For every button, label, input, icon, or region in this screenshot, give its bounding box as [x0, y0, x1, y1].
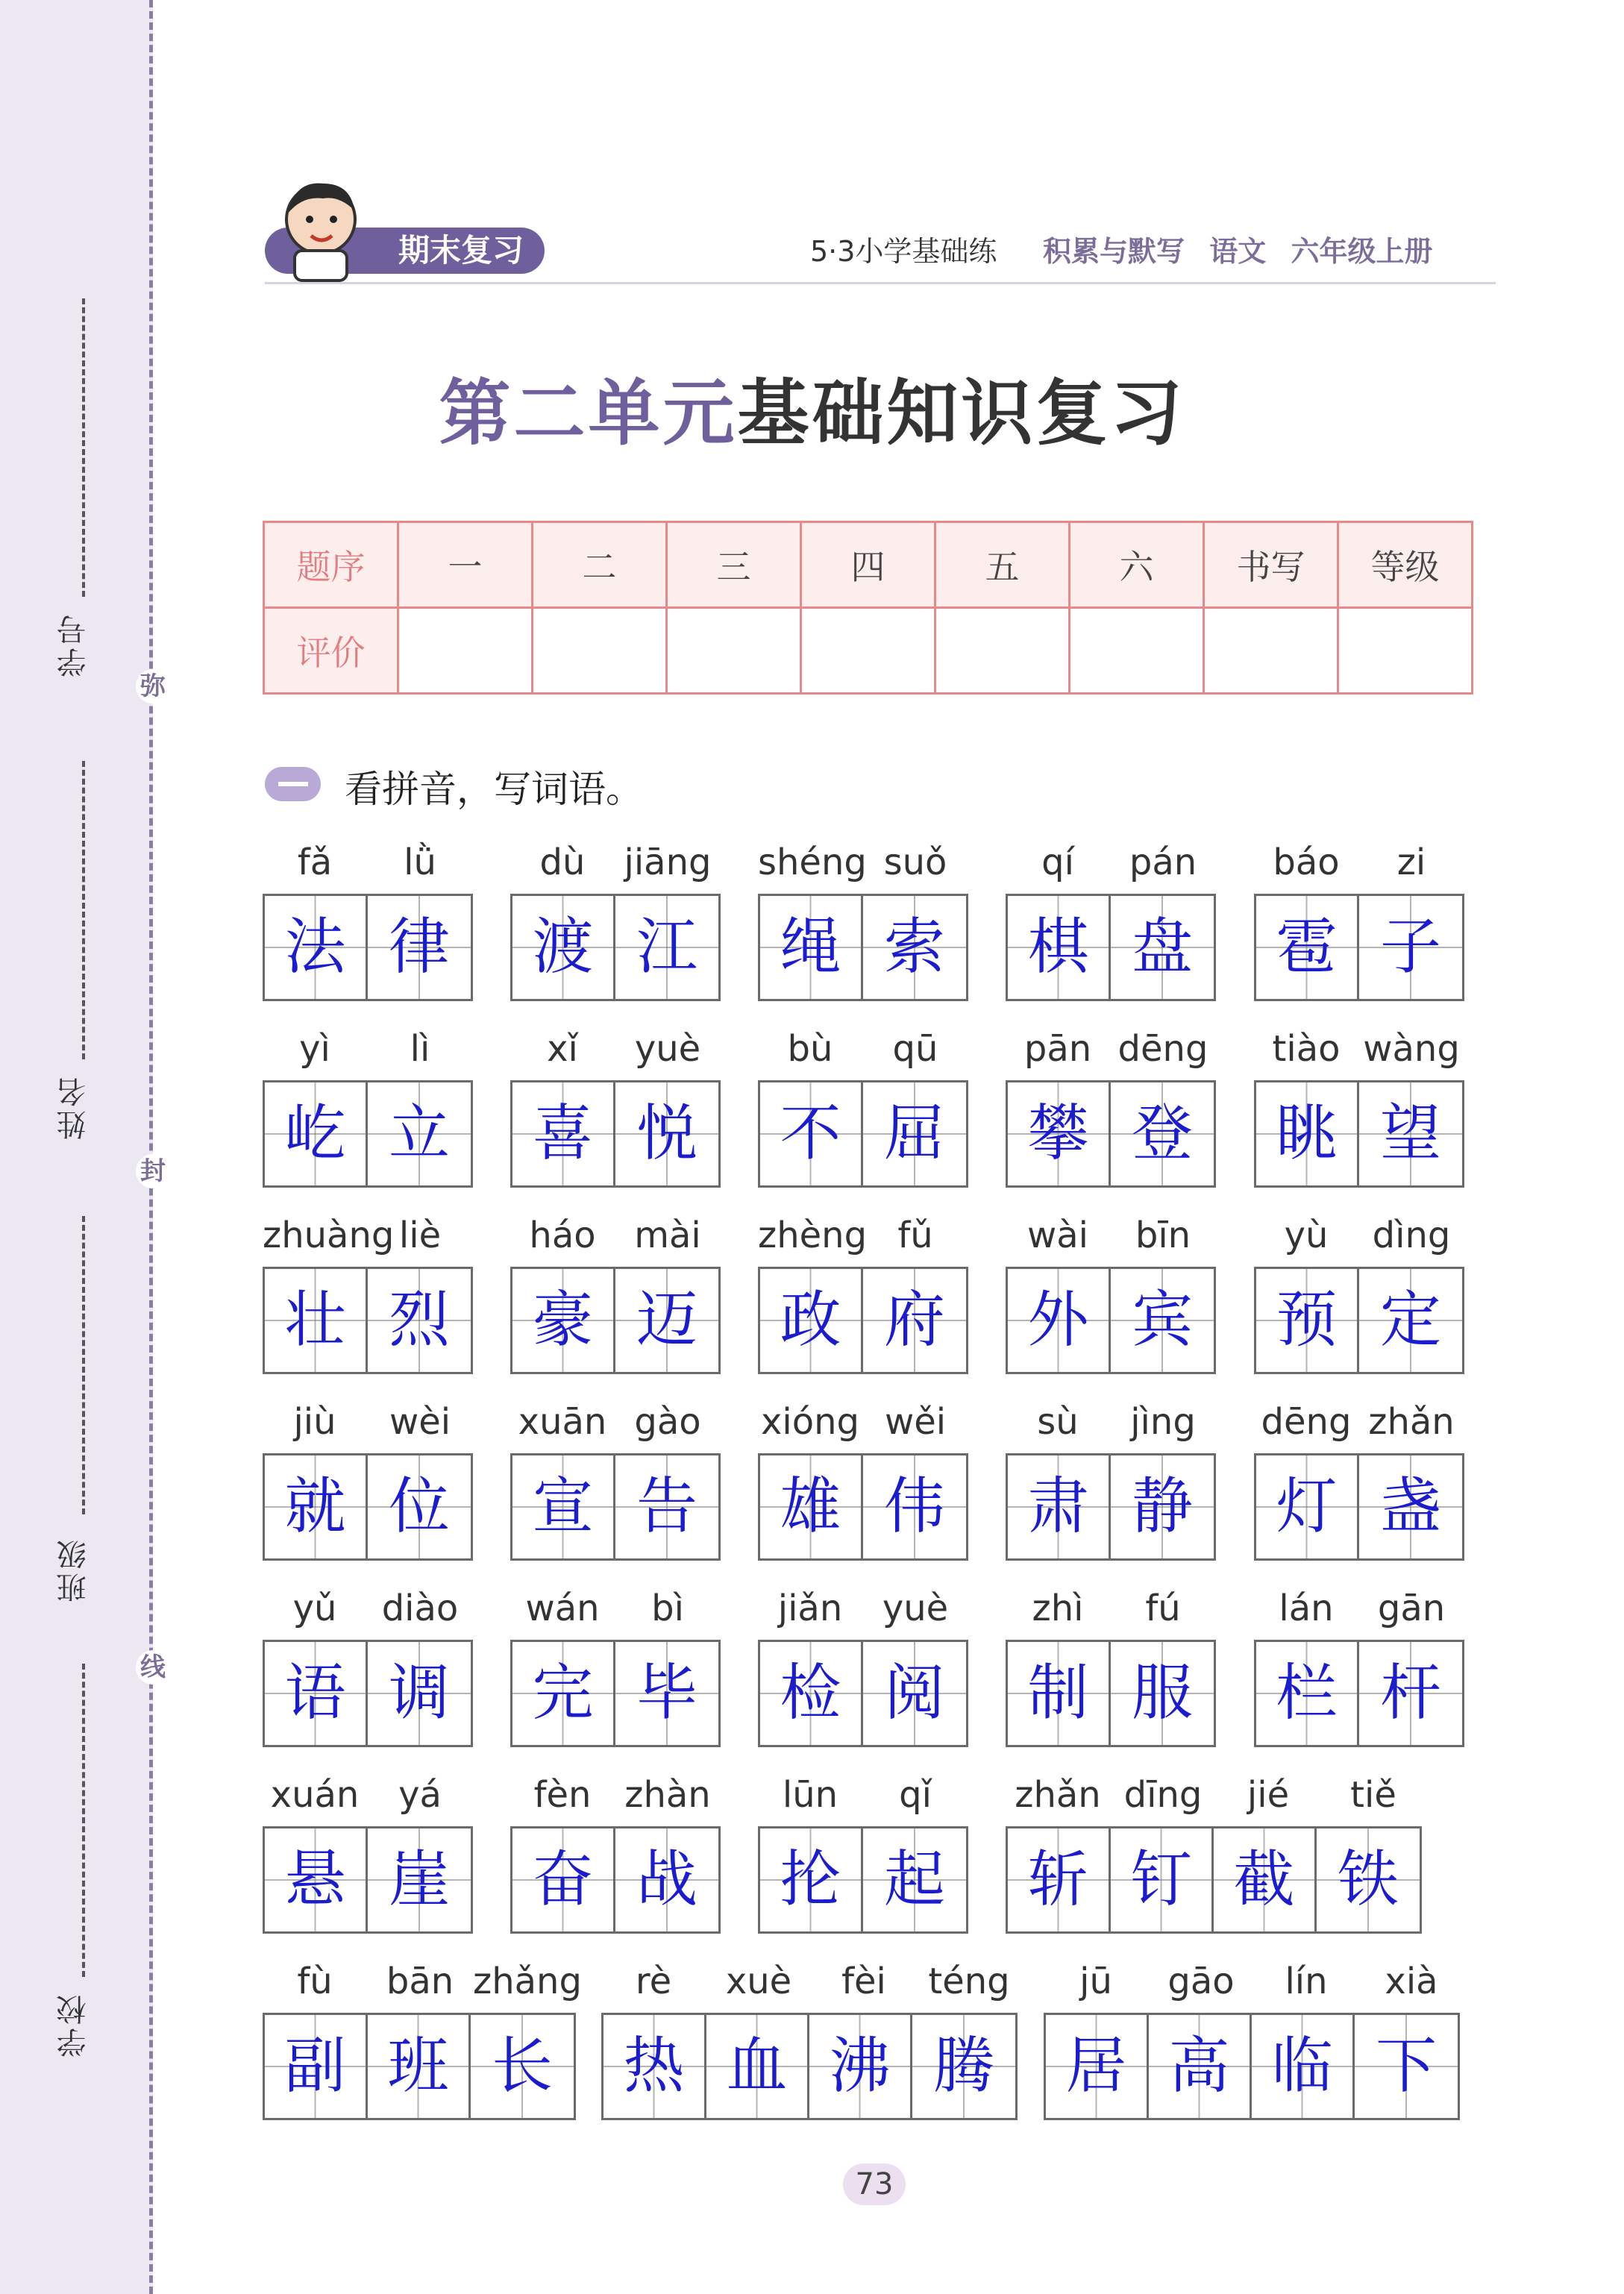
- writing-box[interactable]: [615, 1269, 718, 1372]
- writing-boxes: [263, 894, 473, 1001]
- score-header-cell: 四: [801, 522, 935, 608]
- writing-box[interactable]: [265, 1269, 368, 1372]
- name-label: 姓名: [57, 1074, 91, 1140]
- writing-box[interactable]: [1359, 896, 1462, 999]
- review-badge: 期末复习: [265, 228, 545, 274]
- handwritten-char: 杆: [1379, 1658, 1441, 1729]
- score-header-cell: 二: [533, 522, 667, 608]
- writing-box[interactable]: [1256, 1269, 1359, 1372]
- writing-box[interactable]: [368, 2015, 471, 2118]
- school-blank: [82, 1664, 85, 1977]
- pinyin-syllable: fǔ: [897, 1215, 933, 1256]
- pinyin-syllable: bān: [386, 1961, 454, 2002]
- handwritten-char: 盏: [1379, 1471, 1441, 1542]
- writing-box[interactable]: [603, 2015, 706, 2118]
- handwritten-char: 居: [1065, 2031, 1127, 2102]
- writing-box[interactable]: [706, 2015, 809, 2118]
- writing-boxes: [758, 1453, 968, 1561]
- writing-box[interactable]: [1008, 1269, 1111, 1372]
- pinyin-syllable: fù: [297, 1961, 333, 2002]
- pinyin-syllable: zhǎn: [1368, 1401, 1455, 1443]
- handwritten-char: 毕: [636, 1658, 697, 1729]
- writing-box[interactable]: [1111, 1082, 1214, 1185]
- pinyin-syllable: háo: [529, 1215, 596, 1256]
- writing-boxes: [263, 1267, 473, 1374]
- writing-box[interactable]: [760, 1455, 863, 1558]
- writing-boxes: [1006, 1453, 1216, 1561]
- handwritten-char: 望: [1379, 1098, 1441, 1169]
- pinyin-syllable: gān: [1377, 1588, 1446, 1629]
- seal-mark-mi: 弥: [136, 669, 170, 703]
- writing-box[interactable]: [512, 1269, 615, 1372]
- writing-box[interactable]: [512, 1082, 615, 1185]
- pinyin-syllable: shéng: [758, 842, 867, 883]
- pinyin-syllable: fèi: [841, 1961, 886, 2002]
- writing-box[interactable]: [265, 1082, 368, 1185]
- score-header-cell: 一: [398, 522, 533, 608]
- pinyin-syllable: téng: [928, 1961, 1010, 2002]
- handwritten-char: 雹: [1276, 912, 1338, 983]
- binding-dashed-line: [149, 0, 153, 2294]
- writing-boxes: [510, 1640, 721, 1747]
- handwritten-char: 栏: [1276, 1658, 1338, 1729]
- score-eval-cell[interactable]: [533, 608, 667, 694]
- writing-box[interactable]: [368, 1269, 471, 1372]
- writing-boxes: [758, 1640, 968, 1747]
- handwritten-char: 喜: [532, 1098, 594, 1169]
- writing-box[interactable]: [863, 1082, 966, 1185]
- writing-boxes: [758, 1080, 968, 1188]
- writing-boxes: [1006, 1826, 1422, 1934]
- handwritten-char: 雄: [780, 1471, 841, 1542]
- handwritten-char: 斩: [1027, 1844, 1089, 1915]
- pinyin-syllable: liè: [398, 1215, 442, 1256]
- writing-box[interactable]: [1359, 1642, 1462, 1745]
- writing-box[interactable]: [1008, 1082, 1111, 1185]
- writing-box[interactable]: [615, 1828, 718, 1931]
- handwritten-char: 外: [1027, 1285, 1089, 1356]
- handwritten-char: 棋: [1027, 912, 1089, 983]
- handwritten-char: 烈: [388, 1285, 450, 1356]
- pinyin-syllable: wài: [1026, 1215, 1088, 1256]
- writing-box[interactable]: [1111, 1642, 1214, 1745]
- writing-box[interactable]: [760, 1269, 863, 1372]
- pinyin-syllable: lǜ: [404, 842, 436, 883]
- writing-box[interactable]: [1111, 1828, 1214, 1931]
- writing-boxes: [510, 894, 721, 1001]
- writing-boxes: [758, 894, 968, 1001]
- pinyin-syllable: yǔ: [292, 1588, 337, 1629]
- pinyin-syllable: fèn: [533, 1774, 592, 1816]
- writing-box[interactable]: [615, 1082, 718, 1185]
- writing-box[interactable]: [1256, 1082, 1359, 1185]
- writing-boxes: [263, 1826, 473, 1934]
- score-header-cell: 五: [935, 522, 1070, 608]
- header-divider: [265, 282, 1496, 284]
- pinyin-syllable: bì: [651, 1588, 684, 1629]
- pinyin-syllable: jiāng: [624, 842, 712, 883]
- pinyin-syllable: yì: [299, 1028, 330, 1070]
- school-label: 学校: [57, 1992, 91, 2058]
- handwritten-char: 班: [387, 2031, 449, 2102]
- pinyin-syllable: qí: [1041, 842, 1074, 883]
- handwritten-char: 血: [726, 2031, 788, 2102]
- writing-box[interactable]: [1355, 2015, 1458, 2118]
- writing-box[interactable]: [1111, 896, 1214, 999]
- pinyin-syllable: diào: [381, 1588, 459, 1629]
- book-series: 5·3小学基础练: [810, 235, 997, 268]
- handwritten-char: 热: [623, 2031, 685, 2102]
- handwritten-char: 法: [284, 912, 346, 983]
- handwritten-char: 语: [284, 1658, 346, 1729]
- writing-box[interactable]: [1149, 2015, 1252, 2118]
- pinyin-syllable: dīng: [1123, 1774, 1203, 1816]
- writing-box[interactable]: [1256, 896, 1359, 999]
- handwritten-char: 铁: [1337, 1844, 1399, 1915]
- score-eval-cell[interactable]: [1204, 608, 1338, 694]
- writing-box[interactable]: [760, 1642, 863, 1745]
- handwritten-char: 完: [532, 1658, 594, 1729]
- pinyin-syllable: bù: [787, 1028, 833, 1070]
- writing-box[interactable]: [615, 896, 718, 999]
- writing-box[interactable]: [1046, 2015, 1149, 2118]
- pinyin-syllable: qǐ: [899, 1774, 932, 1816]
- handwritten-char: 府: [883, 1285, 945, 1356]
- writing-box[interactable]: [1008, 896, 1111, 999]
- pinyin-syllable: mài: [634, 1215, 701, 1256]
- writing-boxes: [1006, 1640, 1216, 1747]
- pinyin-syllable: wèi: [389, 1401, 451, 1443]
- pinyin-syllable: zhì: [1032, 1588, 1084, 1629]
- pinyin-syllable: lín: [1285, 1961, 1328, 2002]
- writing-boxes: [263, 2013, 576, 2120]
- writing-box[interactable]: [265, 896, 368, 999]
- handwritten-char: 下: [1375, 2031, 1437, 2102]
- handwritten-char: 检: [780, 1658, 841, 1729]
- score-header-cell: 等级: [1338, 522, 1473, 608]
- writing-box[interactable]: [368, 896, 471, 999]
- writing-box[interactable]: [863, 1269, 966, 1372]
- writing-boxes: [1044, 2013, 1460, 2120]
- pinyin-syllable: lì: [410, 1028, 430, 1070]
- student-id-label: 学号: [57, 612, 91, 677]
- writing-boxes: [1254, 1640, 1464, 1747]
- writing-boxes: [263, 1640, 473, 1747]
- writing-box[interactable]: [1359, 1455, 1462, 1558]
- writing-box[interactable]: [265, 1455, 368, 1558]
- handwritten-char: 立: [388, 1098, 450, 1169]
- writing-box[interactable]: [1359, 1082, 1462, 1185]
- writing-boxes: [758, 1826, 968, 1934]
- pinyin-syllable: tiào: [1272, 1028, 1341, 1070]
- pinyin-syllable: sù: [1037, 1401, 1079, 1443]
- writing-box[interactable]: [1111, 1269, 1214, 1372]
- handwritten-char: 调: [388, 1658, 450, 1729]
- book-subject: 积累与默写 语文 六年级上册: [1043, 235, 1433, 268]
- page-title: [0, 357, 1624, 459]
- pinyin-syllable: wàng: [1363, 1028, 1460, 1070]
- handwritten-char: 起: [883, 1844, 945, 1915]
- writing-box[interactable]: [1317, 1828, 1420, 1931]
- pinyin-syllable: fú: [1145, 1588, 1181, 1629]
- pinyin-syllable: rè: [635, 1961, 672, 2002]
- writing-box[interactable]: [809, 2015, 912, 2118]
- writing-box[interactable]: [265, 2015, 368, 2118]
- pinyin-syllable: gāo: [1167, 1961, 1235, 2002]
- writing-boxes: [510, 1453, 721, 1561]
- handwritten-char: 临: [1271, 2031, 1333, 2102]
- writing-boxes: [510, 1826, 721, 1934]
- writing-boxes: [1254, 1453, 1464, 1561]
- writing-box[interactable]: [1256, 1642, 1359, 1745]
- handwritten-char: 索: [883, 912, 945, 983]
- handwritten-char: 政: [780, 1285, 841, 1356]
- pinyin-syllable: yuè: [882, 1588, 949, 1629]
- handwritten-char: 子: [1379, 912, 1441, 983]
- pinyin-syllable: pān: [1023, 1028, 1092, 1070]
- pinyin-syllable: báo: [1273, 842, 1340, 883]
- pinyin-syllable: xuān: [518, 1401, 607, 1443]
- pinyin-syllable: bīn: [1135, 1215, 1191, 1256]
- handwritten-char: 奋: [532, 1844, 594, 1915]
- writing-box[interactable]: [1008, 1455, 1111, 1558]
- pinyin-syllable: fǎ: [297, 842, 333, 883]
- writing-boxes: [1006, 894, 1216, 1001]
- handwritten-char: 崖: [388, 1844, 450, 1915]
- writing-box[interactable]: [1008, 1642, 1111, 1745]
- pinyin-syllable: zi: [1396, 842, 1426, 883]
- pinyin-syllable: wán: [525, 1588, 600, 1629]
- handwritten-char: 悦: [636, 1098, 697, 1169]
- handwritten-char: 律: [388, 912, 450, 983]
- writing-box[interactable]: [615, 1455, 718, 1558]
- handwritten-char: 盘: [1131, 912, 1193, 983]
- pinyin-syllable: xuè: [725, 1961, 792, 2002]
- pinyin-syllable: lán: [1279, 1588, 1334, 1629]
- writing-box[interactable]: [863, 896, 966, 999]
- writing-box[interactable]: [265, 1642, 368, 1745]
- writing-box[interactable]: [912, 2015, 1015, 2118]
- handwritten-char: 悬: [284, 1844, 346, 1915]
- pinyin-syllable: yuè: [634, 1028, 701, 1070]
- handwritten-char: 屹: [284, 1098, 346, 1169]
- score-eval-cell[interactable]: [1338, 608, 1473, 694]
- binding-strip: [0, 0, 153, 2294]
- score-eval-cell[interactable]: [935, 608, 1070, 694]
- writing-box[interactable]: [760, 896, 863, 999]
- writing-boxes: [1254, 894, 1464, 1001]
- writing-box[interactable]: [1359, 1269, 1462, 1372]
- handwritten-char: 副: [284, 2031, 346, 2102]
- writing-boxes: [1006, 1267, 1216, 1374]
- writing-box[interactable]: [615, 1642, 718, 1745]
- pinyin-syllable: jìng: [1130, 1401, 1196, 1443]
- handwritten-char: 肃: [1027, 1471, 1089, 1542]
- title-topic: 基础知识复习: [737, 372, 1185, 455]
- score-eval-label: 评价: [264, 608, 398, 694]
- handwritten-char: 灯: [1276, 1471, 1338, 1542]
- pinyin-syllable: jiǎn: [777, 1588, 843, 1629]
- handwritten-char: 阅: [883, 1658, 945, 1729]
- writing-boxes: [1254, 1080, 1464, 1188]
- pinyin-syllable: dìng: [1372, 1215, 1451, 1256]
- writing-box[interactable]: [1008, 1828, 1111, 1931]
- handwritten-char: 壮: [284, 1285, 346, 1356]
- writing-boxes: [1006, 1080, 1216, 1188]
- pinyin-syllable: lūn: [782, 1774, 838, 1816]
- mascot-boy-icon: [265, 173, 377, 285]
- handwritten-char: 战: [636, 1844, 697, 1915]
- page-number: 73: [843, 2163, 906, 2205]
- handwritten-char: 宾: [1131, 1285, 1193, 1356]
- handwritten-char: 预: [1276, 1285, 1338, 1356]
- pinyin-syllable: suǒ: [883, 842, 947, 883]
- handwritten-char: 沸: [829, 2031, 891, 2102]
- handwritten-char: 告: [636, 1471, 697, 1542]
- seal-mark-xian: 线: [136, 1650, 170, 1685]
- class-blank: [82, 1216, 85, 1514]
- handwritten-char: 绳: [780, 912, 841, 983]
- pinyin-syllable: zhuàng: [263, 1215, 395, 1256]
- section-title: 看拼音，写词语。: [345, 768, 643, 811]
- handwritten-char: 渡: [532, 912, 594, 983]
- pinyin-syllable: qū: [892, 1028, 938, 1070]
- writing-box[interactable]: [512, 1828, 615, 1931]
- writing-boxes: [758, 1267, 968, 1374]
- pinyin-syllable: xióng: [761, 1401, 859, 1443]
- handwritten-char: 登: [1131, 1098, 1193, 1169]
- writing-box[interactable]: [512, 896, 615, 999]
- score-eval-cell[interactable]: [398, 608, 533, 694]
- score-eval-cell[interactable]: [801, 608, 935, 694]
- pinyin-syllable: zhèng: [758, 1215, 868, 1256]
- pinyin-syllable: zhǎn: [1015, 1774, 1101, 1816]
- handwritten-char: 就: [284, 1471, 346, 1542]
- writing-box[interactable]: [512, 1455, 615, 1558]
- handwritten-char: 豪: [532, 1285, 594, 1356]
- pinyin-syllable: jiù: [293, 1401, 336, 1443]
- handwritten-char: 眺: [1276, 1098, 1338, 1169]
- pinyin-syllable: dù: [539, 842, 586, 883]
- class-label: 班级: [57, 1537, 91, 1602]
- pinyin-syllable: jū: [1079, 1961, 1112, 2002]
- handwritten-char: 静: [1131, 1471, 1193, 1542]
- handwritten-char: 钉: [1130, 1844, 1192, 1915]
- writing-box[interactable]: [265, 1828, 368, 1931]
- score-eval-cell[interactable]: [1070, 608, 1204, 694]
- handwritten-char: 服: [1131, 1658, 1193, 1729]
- handwritten-char: 截: [1233, 1844, 1295, 1915]
- score-table: [263, 521, 1473, 695]
- pinyin-syllable: gào: [634, 1401, 701, 1443]
- writing-box[interactable]: [1256, 1455, 1359, 1558]
- pinyin-syllable: xià: [1385, 1961, 1438, 2002]
- pinyin-syllable: zhǎng: [473, 1961, 582, 2002]
- pinyin-syllable: zhàn: [624, 1774, 711, 1816]
- score-header-cell: 三: [667, 522, 801, 608]
- writing-box[interactable]: [863, 1828, 966, 1931]
- handwritten-char: 伟: [883, 1471, 945, 1542]
- pinyin-syllable: yù: [1284, 1215, 1329, 1256]
- writing-boxes: [510, 1080, 721, 1188]
- writing-box[interactable]: [1111, 1455, 1214, 1558]
- handwritten-char: 宣: [532, 1471, 594, 1542]
- writing-box[interactable]: [368, 1828, 471, 1931]
- pinyin-syllable: xuán: [270, 1774, 360, 1816]
- writing-boxes: [1254, 1267, 1464, 1374]
- writing-box[interactable]: [368, 1642, 471, 1745]
- writing-box[interactable]: [863, 1455, 966, 1558]
- section-number-badge: [265, 767, 321, 801]
- writing-box[interactable]: [1214, 1828, 1317, 1931]
- writing-boxes: [601, 2013, 1018, 2120]
- pinyin-syllable: dēng: [1261, 1401, 1352, 1443]
- handwritten-char: 高: [1168, 2031, 1230, 2102]
- handwritten-char: 攀: [1027, 1098, 1089, 1169]
- score-eval-cell[interactable]: [667, 608, 801, 694]
- handwritten-char: 迈: [636, 1285, 697, 1356]
- pinyin-syllable: dēng: [1117, 1028, 1208, 1070]
- handwritten-char: 长: [491, 2031, 553, 2102]
- score-header-cell: 题序: [264, 522, 398, 608]
- writing-boxes: [263, 1453, 473, 1561]
- writing-boxes: [263, 1080, 473, 1188]
- name-blank: [82, 761, 85, 1059]
- writing-box[interactable]: [368, 1455, 471, 1558]
- handwritten-char: 腾: [932, 2031, 994, 2102]
- handwritten-char: 不: [780, 1098, 841, 1169]
- writing-box[interactable]: [760, 1828, 863, 1931]
- pinyin-syllable: tiě: [1350, 1774, 1396, 1816]
- pinyin-syllable: xǐ: [547, 1028, 578, 1070]
- writing-box[interactable]: [1252, 2015, 1355, 2118]
- handwritten-char: 制: [1027, 1658, 1089, 1729]
- handwritten-char: 定: [1379, 1285, 1441, 1356]
- pinyin-syllable: wěi: [884, 1401, 947, 1443]
- score-header-row: [264, 522, 1473, 608]
- writing-box[interactable]: [368, 1082, 471, 1185]
- handwritten-char: 江: [636, 912, 697, 983]
- seal-mark-feng: 封: [136, 1154, 170, 1188]
- score-eval-row: [264, 608, 1473, 694]
- writing-box[interactable]: [471, 2015, 574, 2118]
- writing-box[interactable]: [512, 1642, 615, 1745]
- pinyin-syllable: pán: [1129, 842, 1197, 883]
- pinyin-syllable: jié: [1247, 1774, 1290, 1816]
- handwritten-char: 屈: [883, 1098, 945, 1169]
- writing-box[interactable]: [760, 1082, 863, 1185]
- writing-boxes: [510, 1267, 721, 1374]
- score-header-cell: 书写: [1204, 522, 1338, 608]
- writing-box[interactable]: [863, 1642, 966, 1745]
- handwritten-char: 位: [388, 1471, 450, 1542]
- section-number-mark: [278, 782, 308, 786]
- title-unit: 第二单元: [439, 372, 738, 455]
- handwritten-char: 抡: [780, 1844, 841, 1915]
- pinyin-syllable: yá: [398, 1774, 442, 1816]
- score-header-cell: 六: [1070, 522, 1204, 608]
